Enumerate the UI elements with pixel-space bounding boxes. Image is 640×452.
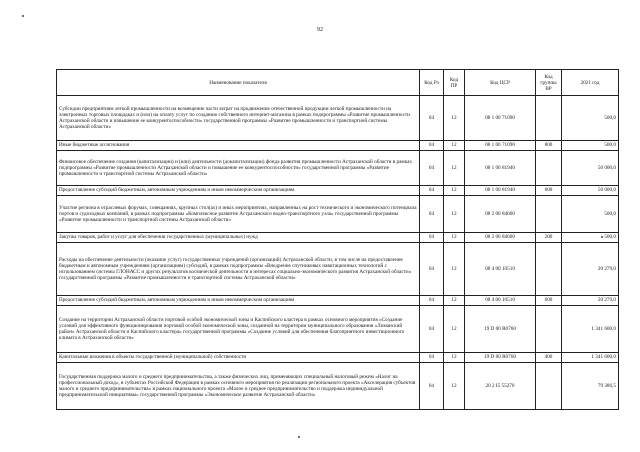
row-rz: 04 [420,243,444,296]
row-rz: 04 [420,186,444,196]
row-csr: 08 2 00 84600 [465,196,536,233]
row-pr: 12 [444,196,465,233]
row-name: Расходы на обеспечение деятельности (оказание услуг) государственных учреждений (организаций) Астраханской области, в том числе на предоставление бюджетным и автономным учреждениям (организациям) субсидий, в рамках подпрограммы «Внедрение спутниковых навигационных технологий с использованием системы ГЛОНАСС и других результатов космической деятельности в интересах социально-экономического развития Астраханской области» государственной программы «Развитие промышленности и транспортной системы Астраханской области» [57,243,420,296]
row-name: Субсидии предприятиям легкой промышленности на возмещение части затрат на продвижение отечественной продукции легкой промышленности на электронных торговых площадках и (или) на оплату услуг по созданию собственного интернет-магазина в рамках подпрограммы «Развитие промышленности Астраханской области и повышение ее конкурентоспособности» государственной программы «Развитие промышленности и транспортной системы Астраханской области» [57,96,420,141]
row-vr: 600 [536,296,562,306]
row-amount: 500,0 [562,233,619,243]
table-row [57,296,619,306]
table-header-row [57,70,619,96]
row-amount: 79 386,5 [562,363,619,410]
table-row [57,141,619,151]
row-pr: 12 [444,233,465,243]
row-pr: 12 [444,151,465,186]
row-vr: 400 [536,353,562,363]
row-vr [536,151,562,186]
row-rz: 04 [420,96,444,141]
row-name: Государственная поддержка малого и среднего предпринимательства, а также физических лиц, применяющих специальный налоговый режим «Налог на профессиональный доход», в субъектах Российской Федерации в рамках основного мероприятия по реализации регионального проекта «Акселерация субъектов малого и среднего предпринимательства» в рамках национального проекта «Малое и среднее предпринимательство и поддержка индивидуальной предпринимательской инициативы» государственной программы «Экономическое развитие Астраханской области» [57,363,420,410]
row-amount: 50 000,0 [562,151,619,186]
row-rz: 04 [420,233,444,243]
row-csr: 08 4 00 10510 [465,296,536,306]
row-csr: 08 1 00 71090 [465,96,536,141]
row-csr: 20 2 I5 55270 [465,363,536,410]
row-vr: 200 [536,233,562,243]
row-vr [536,363,562,410]
row-vr [536,196,562,233]
header-kod-vr: Код группы ВР [536,70,562,96]
row-rz: 04 [420,196,444,233]
row-amount: 500,0 [562,96,619,141]
row-pr: 12 [444,296,465,306]
row-pr: 12 [444,186,465,196]
row-amount: 1 341 600,0 [562,353,619,363]
table-row [57,96,619,141]
header-kod-csr: Код ЦСР [465,70,536,96]
row-vr [536,306,562,353]
row-vr: 600 [536,186,562,196]
row-rz: 04 [420,306,444,353]
row-name: Капитальные вложения в объекты государственной (муниципальной) собственности [57,353,420,363]
row-vr [536,243,562,296]
row-csr: 08 1 00 71090 [465,141,536,151]
row-pr: 12 [444,363,465,410]
header-name: Наименование показателя [57,70,420,96]
row-name: Иные бюджетные ассигнования [57,141,420,151]
row-pr: 12 [444,141,465,151]
row-rz: 04 [420,363,444,410]
header-kod-pr: Код ПР [444,70,465,96]
table-row [57,353,619,363]
row-pr: 12 [444,96,465,141]
row-amount: 500,0 [562,141,619,151]
table-row [57,233,619,243]
table-row [57,186,619,196]
row-amount: 20 279,0 [562,243,619,296]
row-pr: 12 [444,306,465,353]
table-row [57,363,619,410]
row-name: Предоставление субсидий бюджетным, автономным учреждениям и иным некоммерческим организациям [57,296,420,306]
row-csr: 08 1 00 81940 [465,186,536,196]
row-name: Создание на территории Астраханской области портовой особой экономической зоны и Каспийского кластера в рамках основного мероприятия «Создание условий для эффективного функционирования портовой особой экономической зоны, созданной на территории муниципального образования «Лиманский район» Астраханской области и Каспийского кластера» государственной программы «Создание условий для обеспечения благоприятного инвестиционного климата в Астраханской области» [57,306,420,353]
row-amount: 50 000,0 [562,186,619,196]
page-number: 92 [317,27,323,33]
header-kod-rz: Код Рз [420,70,444,96]
row-amount: 1 341 600,0 [562,306,619,353]
row-csr: 19 D 00 R0760 [465,306,536,353]
row-name: Предоставление субсидий бюджетным, автономным учреждениям и иным некоммерческим организациям [57,186,420,196]
row-rz: 04 [420,151,444,186]
row-amount: 500,0 [562,196,619,233]
row-amount: 20 279,0 [562,296,619,306]
row-rz: 04 [420,353,444,363]
row-name: Финансовое обеспечение создания (капитализации) и (или) деятельности (докапитализации) фонда развития промышленности Астраханской области в рамках подпрограммы «Развитие промышленности Астраханской области и повышение ее конкурентоспособности» государственной программы «Развитие промышленности и транспортной системы Астраханской области» [57,151,420,186]
row-vr [536,96,562,141]
table-row [57,243,619,296]
row-csr: 08 1 00 81940 [465,151,536,186]
row-name: Участие региона в отраслевых форумах, совещаниях, крупных стол(ах) и иных мероприятиях, направленных на рост технического и экономического потенциала портов и судоходных компаний, в рамках подпрограммы «Комплексное развитие Астраханского водно-транспортного узла» государственной программы «Развитие промышленности и транспортной системы Астраханской области» [57,196,420,233]
row-csr: 08 2 00 84600 [465,233,536,243]
row-rz: 04 [420,141,444,151]
table-row [57,196,619,233]
header-year: 2021 год [562,70,619,96]
row-pr: 12 [444,353,465,363]
table-row [57,306,619,353]
budget-table [56,69,619,410]
row-csr: 08 4 00 10510 [465,243,536,296]
scan-speck [22,15,24,17]
row-pr: 12 [444,243,465,296]
row-csr: 19 D 00 R0760 [465,353,536,363]
table-row [57,151,619,186]
row-name: Закупка товаров, работ и услуг для обеспечения государственных (муниципальных) нужд [57,233,420,243]
row-vr: 800 [536,141,562,151]
row-rz: 04 [420,296,444,306]
scan-speck [298,436,300,438]
